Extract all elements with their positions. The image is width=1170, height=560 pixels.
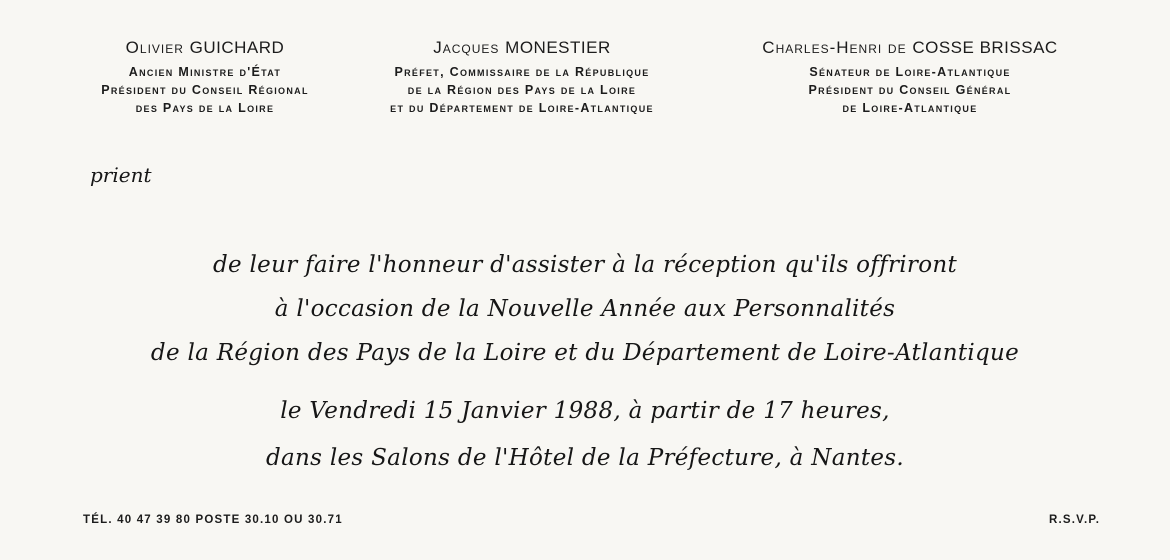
rsvp-label: R.S.V.P. bbox=[1049, 514, 1101, 526]
host-last-name: GUICHARD bbox=[189, 38, 285, 57]
host-last-name: COSSE BRISSAC bbox=[912, 38, 1058, 57]
host-name bbox=[705, 38, 1115, 58]
invitation-line: à l'occasion de la Nouvelle Année aux Personnalités bbox=[274, 296, 896, 322]
host-first-name: Jacques bbox=[433, 38, 500, 57]
host-title-line: de Loire-Atlantique bbox=[842, 101, 978, 115]
invitation-line: de la Région des Pays de la Loire et du Département de Loire-Atlantique bbox=[150, 340, 1020, 366]
host-guichard bbox=[60, 38, 350, 117]
invitation-date-line: le Vendredi 15 Janvier 1988, à partir de 17 heures, bbox=[280, 398, 890, 424]
host-first-name: Charles-Henri de bbox=[762, 38, 907, 57]
host-first-name: Olivier bbox=[125, 38, 184, 57]
host-name bbox=[60, 38, 350, 58]
host-title-line: de la Région des Pays de la Loire bbox=[407, 83, 637, 97]
host-title-line: Préfet, Commissaire de la République bbox=[394, 65, 650, 79]
host-title-line: Président du Conseil Général bbox=[808, 83, 1012, 97]
telephone-info: TÉL. 40 47 39 80 POSTE 30.10 OU 30.71 bbox=[83, 514, 343, 526]
host-last-name: MONESTIER bbox=[505, 38, 611, 57]
host-title-line: et du Département de Loire-Atlantique bbox=[390, 101, 654, 115]
host-cosse-brissac bbox=[705, 38, 1115, 117]
host-title-line: Ancien Ministre d'État bbox=[128, 65, 282, 79]
host-name bbox=[342, 38, 702, 58]
host-title-line: des Pays de la Loire bbox=[135, 101, 275, 115]
host-title-line: Sénateur de Loire-Atlantique bbox=[809, 65, 1011, 79]
invitation-location-line: dans les Salons de l'Hôtel de la Préfecture, à Nantes. bbox=[265, 445, 905, 471]
invitation-verb: prient bbox=[90, 163, 152, 187]
host-title-line: Président du Conseil Régional bbox=[101, 83, 309, 97]
host-monestier bbox=[342, 38, 702, 117]
invitation-line: de leur faire l'honneur d'assister à la réception qu'ils offriront bbox=[212, 252, 957, 278]
